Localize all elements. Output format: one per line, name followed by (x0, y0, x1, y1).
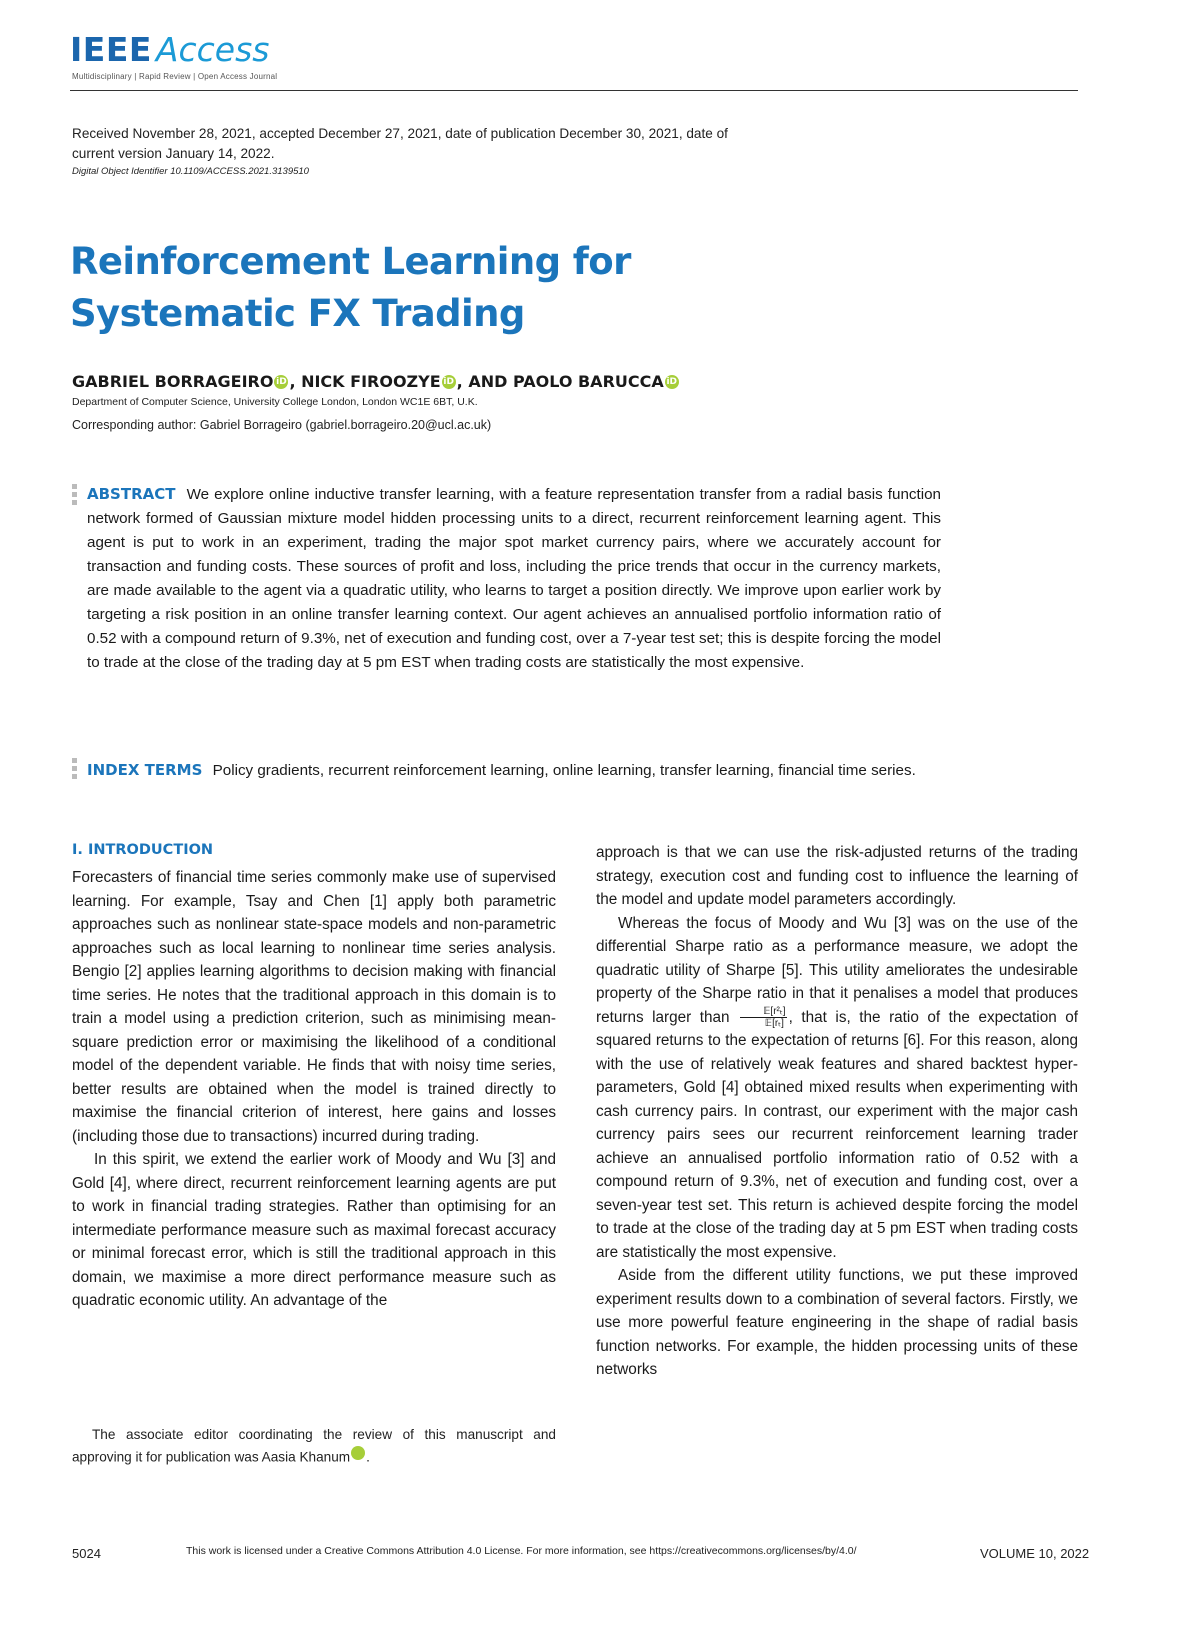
abstract-text: We explore online inductive transfer learning, with a feature representation transfer from a radial basis function network formed of Gaussian mixture model hidden processing units to a direct, recurrent reinforcement learning agent. This agent is put to work in an experiment, trading the major spot market currency pairs, where we accurately account for transaction and funding costs. These sources of profit and loss, including the price trends that occur in the currency markets, are made available to the agent via a quadratic utility, who learns to target a position directly. We improve upon earlier work by targeting a risk position in an online transfer learning context. Our agent achieves an annualised portfolio information ratio of 0.52 with a compound return of 9.3%, net of execution and funding cost, over a 7-year test set; this is despite forcing the model to trade at the close of the trading day at 5 pm EST when trading costs are statistically the most expensive. (87, 486, 941, 671)
journal-tagline: Multidisciplinary | Rapid Review | Open Access Journal (72, 72, 278, 81)
affiliation: Department of Computer Science, University College London, London WC1E 6BT, U.K. (72, 396, 478, 408)
section-heading-introduction: I. INTRODUCTION (72, 842, 214, 858)
paragraph: Aside from the different utility functions, we put these improved experiment results down to a combination of several factors. Firstly, we use more powerful feature engineering in the shape of radial basis function networks. For example, the hidden processing units of these networks (596, 1267, 1078, 1378)
author-list (72, 372, 680, 391)
paragraph: In this spirit, we extend the earlier work of Moody and Wu [3] and Gold [4], where direct, recurrent reinforcement learning agents are put to work in financial trading strategies. Rather than optimising for an intermediate performance measure such as maximal forecast accuracy or minimal forecast error, which is still the traditional approach in this domain, we maximise a more direct performance measure such as quadratic economic utility. An advantage of the (72, 1151, 556, 1309)
header-divider (70, 90, 1078, 91)
paragraph: approach is that we can use the risk-adjusted returns of the trading strategy, execution cost and funding cost to influence the learning of the model and update model parameters accordingly. (596, 844, 1078, 908)
logo-ieee: IEEE (70, 30, 152, 69)
logo-access: Access (155, 30, 270, 69)
fraction-formula (740, 1006, 786, 1029)
paragraph (596, 912, 1078, 1265)
license-notice[interactable]: This work is licensed under a Creative Commons Attribution 4.0 License. For more information, see https://creativecommons.org/licenses/by/4.0/ (186, 1545, 857, 1557)
author-firoozye: , NICK FIROOZYE (289, 372, 441, 391)
author-barucca: , AND PAOLO BARUCCA (456, 372, 664, 391)
index-terms (87, 758, 941, 783)
footnote-end: . (366, 1449, 370, 1465)
orcid-icon[interactable]: iD (276, 376, 287, 387)
section-marker-icon (72, 758, 80, 782)
paragraph-text: , that is, the ratio of the expectation of squared returns to the expectation of returns [6]. For this reason, along with the use of relatively weak features and shared backtest hyper-parameters, Gold [4] obtained mixed results when experimenting with cash currency pairs. In contrast, our experiment with the major cash currency pairs sees our recurrent reinforcement learning trader achieve an annualised portfolio information ratio of 0.52 with a compound return of 9.3%, net of execution and funding cost, over a seven-year test set. This return is achieved despite forcing the model to trade at the close of the trading day at 5 pm EST when trading costs are statistically the most expensive. (596, 1008, 1079, 1261)
index-terms-label: INDEX TERMS (87, 761, 203, 779)
orcid-icon[interactable]: iD (351, 1446, 365, 1460)
index-terms-text: Policy gradients, recurrent reinforcement learning, online learning, transfer learning, financial time series. (212, 762, 916, 779)
orcid-icon[interactable]: iD (443, 376, 454, 387)
doi: Digital Object Identifier 10.1109/ACCESS.2021.3139510 (72, 166, 309, 177)
author-borrageiro: GABRIEL BORRAGEIRO (72, 372, 274, 391)
paragraph: Forecasters of financial time series commonly make use of supervised learning. For example, Tsay and Chen [1] apply both parametric approaches such as nonlinear state-space models and non-parametric approaches such as local learning to nonlinear time series analysis. Bengio [2] applies learning algorithms to decision making with financial time series. He notes that the traditional approach in this domain is to train a model using a prediction criterion, such as minimising mean-square prediction error or maximising the likelihood of a conditional model of the dependent variable. He finds that with noisy time series, better results are obtained when the model is trained directly to maximise the financial criterion of interest, here gains and losses (including those due to transactions) incurred during trading. (72, 869, 556, 1145)
volume-label: VOLUME 10, 2022 (980, 1546, 1090, 1561)
orcid-icon[interactable]: iD (666, 376, 678, 387)
received-dates: Received November 28, 2021, accepted December 27, 2021, date of publication December 30, 2021, date of current version January 14, 2022. (72, 126, 728, 161)
footnote-text: The associate editor coordinating the review of this manuscript and approving it for publication was Aasia Khanum (72, 1427, 556, 1465)
abstract (87, 482, 941, 675)
corresponding-author: Corresponding author: Gabriel Borrageiro (gabriel.borrageiro.20@ucl.ac.uk) (72, 418, 492, 432)
journal-logo (70, 30, 269, 70)
editor-footnote (72, 1424, 556, 1469)
right-column (596, 841, 1078, 1382)
paragraph-text: Whereas the focus of Moody and Wu [3] was on the use of the differential Sharpe ratio as a performance measure, we adopt the quadratic utility of Sharpe [5]. This utility ameliorates the undesirable property of the Sharpe ratio in that it penalises a model that produces returns larger than (596, 914, 1078, 1026)
fraction-numerator: 𝔼[r²ₜ] (740, 1006, 786, 1018)
fraction-denominator: 𝔼[rₜ] (764, 1017, 784, 1029)
page-number: 5024 (72, 1546, 101, 1561)
paper-title: Reinforcement Learning for Systematic FX Trading (70, 240, 631, 335)
left-column (72, 866, 556, 1313)
abstract-label: ABSTRACT (87, 485, 176, 503)
section-marker-icon (72, 484, 80, 508)
